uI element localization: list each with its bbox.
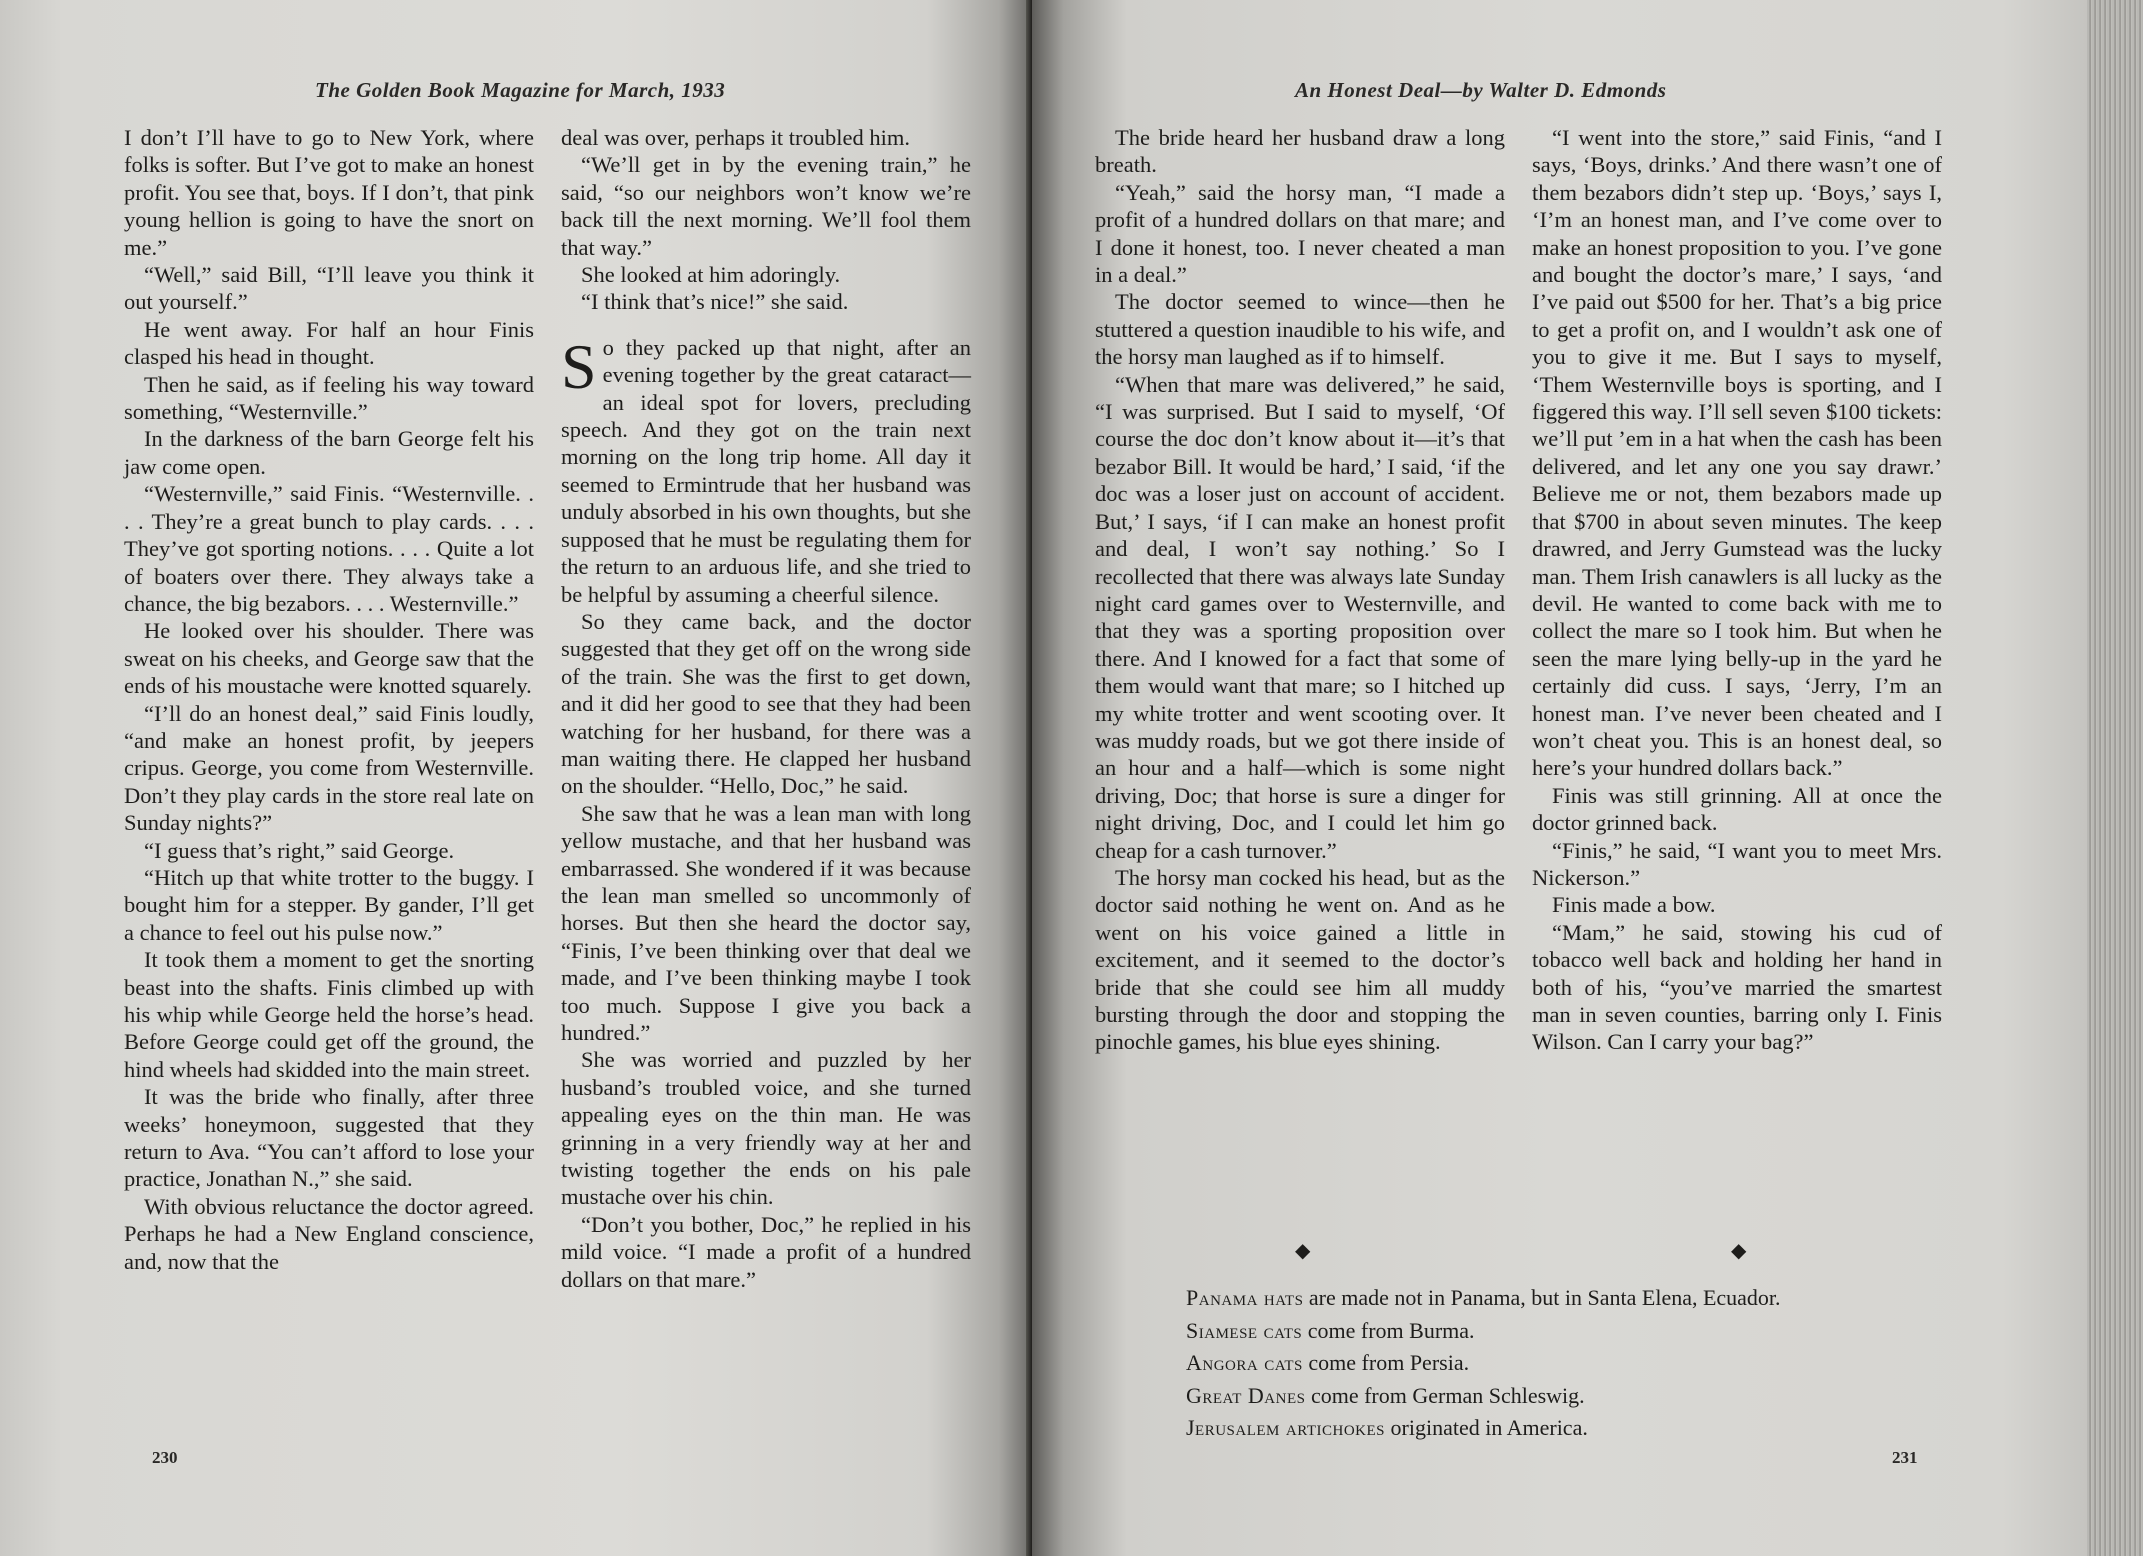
fact-item — [1186, 1282, 1781, 1315]
paragraph: “I guess that’s right,” said George. — [144, 837, 455, 863]
paragraph: “Don’t you bother, Doc,” he replied in his mild voice. “I made a profit of a hundred dollars on that mare.” — [561, 1211, 971, 1292]
fact-lead: Angora cats — [1186, 1350, 1303, 1375]
paragraph: Finis was still grinning. All at once the doctor grinned back. — [1532, 782, 1942, 836]
paragraph: I don’t I’ll have to go to New York, where folks is softer. But I’ve got to make an honest profit. You see that, boys. If I don’t, that pink young hellion is going to have the snort on me.” — [124, 125, 534, 260]
paragraph: In the darkness of the barn George felt his jaw come open. — [124, 426, 534, 479]
fact-text: originated in America. — [1385, 1415, 1588, 1440]
page-number: 230 — [152, 1448, 178, 1467]
fact-lead: Siamese cats — [1186, 1317, 1303, 1343]
fact-lead: Jerusalem artichokes — [1186, 1415, 1386, 1440]
paragraph: “Yeah,” said the horsy man, “I made a profit of a hundred dollars on that mare; and I done it honest, too. I never cheated a man in a deal.” — [1095, 179, 1505, 288]
fact-text: come from Burma. — [1302, 1317, 1475, 1343]
paragraph: It took them a moment to get the snorting beast into the shafts. Finis climbed up with his whip while George held the horse’s head. Before George could get off the ground, the hind wheels had skidded into the main street. — [124, 947, 534, 1082]
drop-cap: S — [561, 330, 597, 402]
running-head: The Golden Book Magazine for March, 1933 — [315, 78, 726, 102]
paragraph: It was the bride who finally, after three weeks’ honeymoon, suggested that they return to Ava. “You can’t afford to lose your practice, Jonathan N.,” she said. — [124, 1084, 534, 1192]
paragraph: “Well,” said Bill, “I’ll leave you think it out yourself.” — [124, 262, 534, 315]
paragraph: “When that mare was delivered,” he said, “I was surprised. But I said to myself, ‘Of course the doc don’t know about it—it’s that bezabor Bill. It would be hard,’ I said, ‘if the doc was a loser just on account of accident. But,’ I says, ‘if I can make an honest profit and deal, I won’t say nothing.’ So I recollected that there was always late Sunday night card games over to Westernville, and that they was a sporting proposition over there. And I knowed for a fact that some of them would want that mare; so I hitched up my white trotter and went scooting over. It was muddy roads, but we got there inside of an hour and a half—which is some night driving, Doc; that horse is sure a dinger for night driving, Doc, and I could let him go cheap for a cash turnover.” — [1095, 371, 1505, 863]
paragraph: “Mam,” he said, stowing his cud of tobacco well back and holding her hand in both of his, “you’ve married the smartest man in seven counties, barring only I. Finis Wilson. Can I carry your bag?” — [1532, 919, 1942, 1055]
paragraph: Then he said, as if feeling his way toward something, “Westernville.” — [124, 371, 534, 425]
fact-item — [1186, 1412, 1781, 1445]
diamond-ornament-icon: ◆ — [1731, 1240, 1747, 1262]
fact-item — [1186, 1347, 1781, 1380]
column-1 — [124, 124, 534, 1275]
fact-text: are made not in Panama, but in Santa Elena, Ecuador. — [1303, 1285, 1781, 1310]
paragraph: Finis made a bow. — [1552, 892, 1716, 918]
page-number: 231 — [1892, 1448, 1918, 1467]
paragraph: “Finis,” he said, “I want you to meet Mrs. Nickerson.” — [1532, 837, 1942, 890]
paragraph: “I’ll do an honest deal,” said Finis loudly, “and make an honest profit, by jeepers cripus. George, you come from Westernville. Don’t they play cards in the store real late on Sunday nights?” — [124, 700, 534, 836]
paragraph: With obvious reluctance the doctor agreed. Perhaps he had a New England conscience, and, now that the — [124, 1193, 534, 1274]
column-2 — [561, 124, 971, 1293]
fact-lead: Panama hats — [1186, 1285, 1304, 1310]
paragraph: “I think that’s nice!” she said. — [581, 289, 849, 315]
paragraph: “Westernville,” said Finis. “Westernville. . . . They’re a great bunch to play cards. . . . They’ve got sporting notions. . . . Quite a lot of boaters over there. They always take a chance, the big bezabors. . . . Westernville.” — [124, 481, 534, 616]
running-head: An Honest Deal—by Walter D. Edmonds — [1295, 78, 1667, 102]
paragraph: So they came back, and the doctor suggested that they get off on the wrong side of the train. She was the first to get down, and it did her good to see that they had been watching for her husband, for there was a man waiting there. He clapped her husband on the shoulder. “Hello, Doc,” he said. — [561, 608, 971, 799]
paragraph: She was worried and puzzled by her husband’s troubled voice, and she turned appealing eyes on the thin man. He was grinning in a very friendly way at her and twisting together the ends on his pale mustache over his chin. — [561, 1047, 971, 1210]
paragraph: The bride heard her husband draw a long breath. — [1095, 125, 1505, 178]
page-edges — [2087, 0, 2143, 1556]
paragraph: He went away. For half an hour Finis clasped his head in thought. — [124, 316, 534, 370]
paragraph-text: o they packed up that night, after an evening together by the great cataract—an ideal spot for lovers, precluding speech. And they got on the train next morning on the long trip home. All day it seemed to Ermintrude that her husband was unduly absorbed in his own thoughts, but she supposed that he must be regulating them for the return to an arduous life, and she tried to be helpful by assuming a cheerful silence. — [561, 334, 971, 607]
paragraph: “We’ll get in by the evening train,” he said, “so our neighbors won’t know we’re back till the next morning. We’ll fool them that way.” — [561, 152, 971, 260]
fact-list — [1186, 1282, 1781, 1445]
diamond-ornament-icon: ◆ — [1295, 1240, 1311, 1262]
column-1 — [1095, 124, 1505, 1056]
fact-item — [1186, 1315, 1781, 1348]
fact-text: come from German Schleswig. — [1305, 1382, 1585, 1408]
paragraph: “Hitch up that white trotter to the buggy. I bought him for a stepper. By gander, I’ll get a chance to feel out his pulse now.” — [124, 864, 534, 945]
paragraph: The horsy man cocked his head, but as the doctor said nothing he went on. And as he went on his voice gained a little in excitement, and it seemed to the doctor’s bride that she could see him all muddy bursting through the door and stopping the pinochle games, his blue eyes shining. — [1095, 864, 1505, 1055]
paragraph: “I went into the store,” said Finis, “and I says, ‘Boys, drinks.’ And there wasn’t one of them bezabors didn’t step up. ‘Boys,’ says I, ‘I’m an honest man, and I’ve come over to make an honest proposition to you. I’ve gone and bought the doctor’s mare,’ I says, ‘and I’ve paid out $500 for her. That’s a big price to get a profit on, and I wouldn’t ask one of you to give it me. But I says to myself, ‘Them Westernville boys is sporting, and I figgered this way. I’ll sell seven $100 tickets: we’ll put ’em in a hat when the cash has been delivered, and let any one you say drawr.’ Believe me or not, them bezabors made up that $700 in about seven minutes. The keep drawred, and Jerry Gumstead was the lucky man. Them Irish canawlers is all lucky as the devil. He wanted to come back with me to collect the mare so I took him. But when he seen the mare lying belly-up in the yard he certainly did cuss. I says, ‘Jerry, I’m an honest man. I’ve never been cheated and I won’t cheat you. This is an honest deal, so here’s your hundred dollars back.” — [1532, 125, 1942, 781]
left-page — [0, 0, 1030, 1556]
fact-item — [1186, 1380, 1781, 1413]
paragraph: The doctor seemed to wince—then he stuttered a question inaudible to his wife, and the horsy man laughed as if to himself. — [1095, 289, 1505, 370]
paragraph: deal was over, perhaps it troubled him. — [561, 125, 911, 150]
fact-text: come from Persia. — [1302, 1350, 1470, 1375]
fact-lead: Great Danes — [1186, 1382, 1306, 1408]
column-2 — [1532, 124, 1942, 1056]
paragraph: He looked over his shoulder. There was sweat on his cheeks, and George saw that the ends of his moustache were knotted squarely. — [124, 618, 534, 699]
paragraph: She looked at him adoringly. — [581, 262, 841, 288]
paragraph: She saw that he was a lean man with long yellow mustache, and that her husband was embarrassed. She wondered if it was because the lean man smelled so uncommonly of horses. But then she heard the doctor say, “Finis, I’ve been thinking over that deal we made, and I’ve been thinking maybe I took too much. Suppose I give you back a hundred.” — [561, 800, 971, 1045]
section-opening-paragraph — [561, 330, 971, 608]
